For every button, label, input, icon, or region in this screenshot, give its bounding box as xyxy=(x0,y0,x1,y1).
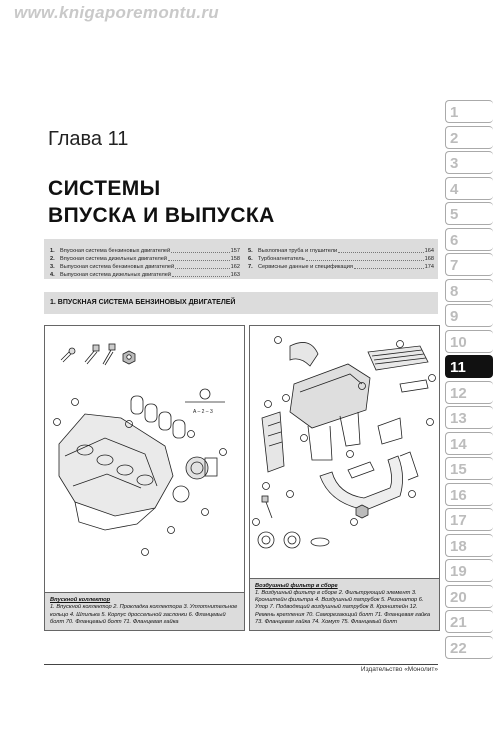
chapter-tab-20[interactable]: 20 xyxy=(445,585,493,608)
toc-item xyxy=(50,255,240,263)
chapter-tab-5[interactable]: 5 xyxy=(445,202,493,225)
toc-label: Впускная система бензиновых двигателей xyxy=(60,248,171,254)
toc-page: 174 xyxy=(424,264,434,270)
toc-number: 2. xyxy=(50,256,55,262)
toc-number: 3. xyxy=(50,264,55,270)
toc-number: 6. xyxy=(248,256,253,262)
toc-leader xyxy=(306,255,424,261)
figure-air-filter xyxy=(249,325,440,631)
toc-leader xyxy=(338,247,424,253)
toc-page: 163 xyxy=(230,272,240,278)
chapter-tab-15[interactable]: 15 xyxy=(445,457,493,480)
chapter-tab-19[interactable]: 19 xyxy=(445,559,493,582)
chapter-tab-3[interactable]: 3 xyxy=(445,151,493,174)
filter-element-icon xyxy=(368,346,428,370)
resonator-icon xyxy=(262,412,284,472)
toc-number: 4. xyxy=(50,272,55,278)
toc-item xyxy=(50,271,240,279)
intake-manifold-body xyxy=(59,414,173,530)
chapter-tab-21[interactable]: 21 xyxy=(445,610,493,633)
inlet-hose-icon xyxy=(320,452,418,510)
chapter-tab-17[interactable]: 17 xyxy=(445,508,493,531)
figure-caption-right xyxy=(250,578,439,630)
chapter-label: Глава 11 xyxy=(48,128,129,150)
inset-detail-marker xyxy=(185,389,225,402)
figure-intake-manifold xyxy=(44,325,245,631)
watermark: www.knigaporemontu.ru xyxy=(14,3,219,22)
table-of-contents xyxy=(44,239,438,279)
chapter-tab-9[interactable]: 9 xyxy=(445,304,493,327)
toc-page: 158 xyxy=(230,256,240,262)
toc-item xyxy=(248,263,434,271)
toc-page: 162 xyxy=(230,264,240,270)
inset-label: A – 2 – 3 xyxy=(193,409,213,415)
toc-label: Выхлопная труба и глушители xyxy=(258,248,338,254)
nut-icon xyxy=(123,351,135,364)
chapter-tab-10[interactable]: 10 xyxy=(445,330,493,353)
toc-item xyxy=(50,263,240,271)
toc-label: Выпускная система дизельных двигателей xyxy=(60,272,172,278)
toc-column-right xyxy=(248,247,434,271)
chapter-tab-14[interactable]: 14 xyxy=(445,432,493,455)
intake-manifold-drawing xyxy=(45,326,244,576)
toc-leader xyxy=(175,263,230,269)
toc-number: 5. xyxy=(248,248,253,254)
toc-page: 157 xyxy=(230,248,240,254)
toc-label: Турбонагнетатель xyxy=(258,256,305,262)
chapter-tab-11[interactable]: 11 xyxy=(445,355,493,378)
title-line-2: ВПУСКА И ВЫПУСКА xyxy=(48,204,275,227)
hose-clamp-icon xyxy=(258,532,329,548)
toc-page: 164 xyxy=(424,248,434,254)
title-line-1: СИСТЕМЫ xyxy=(48,177,161,200)
chapter-tab-13[interactable]: 13 xyxy=(445,406,493,429)
publisher: Издательство «Монолит» xyxy=(360,666,438,673)
chapter-tab-16[interactable]: 16 xyxy=(445,483,493,506)
page-title xyxy=(48,175,275,229)
toc-page: 168 xyxy=(424,256,434,262)
toc-item xyxy=(248,255,434,263)
nut-icon xyxy=(356,505,368,518)
chapter-tab-22[interactable]: 22 xyxy=(445,636,493,659)
chapter-tab-18[interactable]: 18 xyxy=(445,534,493,557)
toc-number: 1. xyxy=(50,248,55,254)
toc-item xyxy=(248,247,434,255)
toc-column-left xyxy=(50,247,240,279)
chapter-tab-8[interactable]: 8 xyxy=(445,279,493,302)
caption-title: Воздушный фильтр в сборе xyxy=(255,582,338,589)
toc-label: Выпускная система бензиновых двигателей xyxy=(60,264,175,270)
throttle-body-icon xyxy=(173,457,217,502)
caption-title: Впускной коллектор xyxy=(50,597,111,604)
toc-leader xyxy=(171,247,230,253)
toc-label: Сервисные данные и спецификация xyxy=(258,264,353,270)
air-filter-housing-icon xyxy=(290,364,370,460)
section-heading xyxy=(44,292,438,314)
footer-divider xyxy=(44,664,438,665)
toc-leader xyxy=(168,255,230,261)
chapter-tab-7[interactable]: 7 xyxy=(445,253,493,276)
chapter-tab-6[interactable]: 6 xyxy=(445,228,493,251)
stud-fastener-icon xyxy=(61,348,75,362)
figure-caption-left xyxy=(45,592,244,630)
chapter-tab-4[interactable]: 4 xyxy=(445,177,493,200)
section-heading-text: 1. ВПУСКНАЯ СИСТЕМА БЕНЗИНОВЫХ ДВИГАТЕЛЕЙ xyxy=(50,299,236,306)
bolt-fastener-icon xyxy=(85,345,99,364)
caption-text: 1. Впускной коллектор 2. Прокладка коллектора 3. Уплотнительное кольцо 4. Шпилька 5. Корпус дроссельной заслонки 6. Фланцевый болт 70. Фланцевый болт 71. Фланцевая гайка xyxy=(50,604,238,625)
air-filter-drawing xyxy=(250,326,439,558)
bolt-fastener-icon xyxy=(103,344,115,365)
chapter-tab-2[interactable]: 2 xyxy=(445,126,493,149)
toc-label: Впускная система дизельных двигателей xyxy=(60,256,168,262)
toc-leader xyxy=(354,263,424,269)
toc-leader xyxy=(172,271,230,277)
toc-item xyxy=(50,247,240,255)
caption-text: 1. Воздушный фильтр в сборе 2. Фильтрующий элемент 3. Кронштейн фильтра 4. Воздушный патрубок 5. Резонатор 6. Упор 7. Подводящий воздушный патрубок 8. Кронштейн 12. Ремень крепления 70. Саморезающий болт 71. Фланцевая гайка 73. Фланцевая гайка 74. Хомут 75. Фланцевый болт xyxy=(255,589,431,625)
bolt-fastener-icon xyxy=(262,496,272,518)
chapter-tab-1[interactable]: 1 xyxy=(445,100,493,123)
chapter-tab-12[interactable]: 12 xyxy=(445,381,493,404)
toc-number: 7. xyxy=(248,264,253,270)
